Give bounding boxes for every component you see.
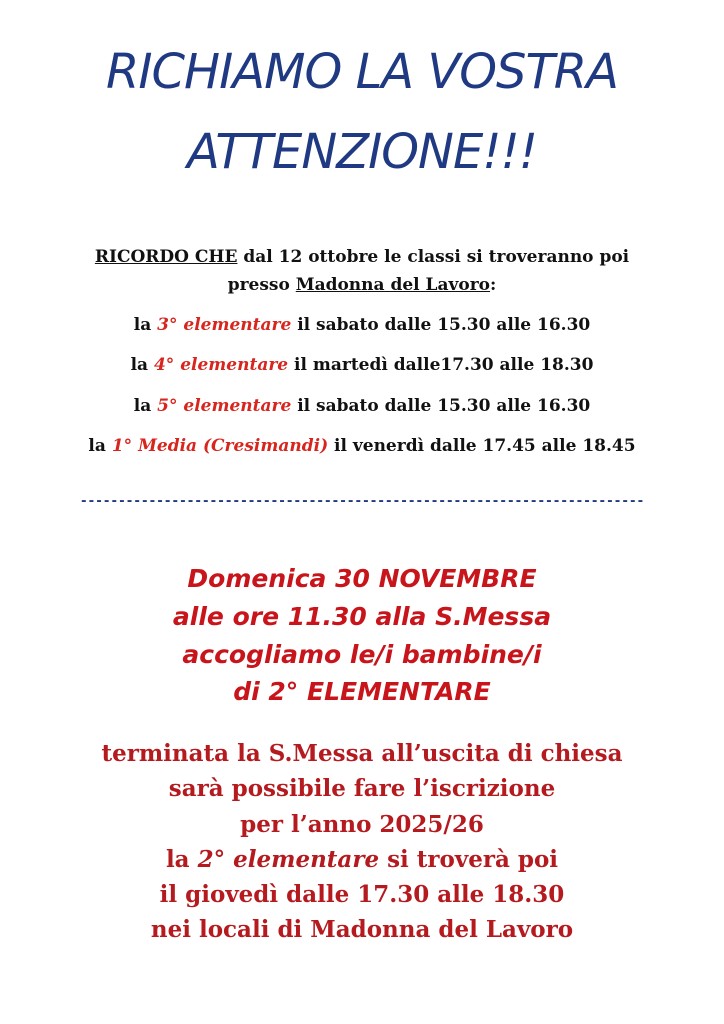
event-line-4: di 2° ELEMENTARE bbox=[233, 677, 491, 706]
notice-text-1: dal 12 ottobre le classi si troveranno poi bbox=[237, 247, 630, 267]
after-line-3: per l’anno 2025/26 bbox=[240, 811, 484, 838]
schedule-class: 1° Media (Cresimandi) bbox=[111, 436, 329, 456]
after-line-4 bbox=[0, 846, 724, 873]
schedule-pre: la bbox=[88, 436, 112, 456]
notice-line-2 bbox=[0, 275, 724, 295]
schedule-class: 3° elementare bbox=[157, 315, 292, 335]
schedule-class: 5° elementare bbox=[157, 396, 292, 416]
notice-text-2-post: : bbox=[490, 275, 497, 295]
after-line-4-post: si troverà poi bbox=[379, 846, 559, 873]
schedule-pre: la bbox=[130, 355, 154, 375]
after-line-5: il giovedì dalle 17.30 alle 18.30 bbox=[159, 881, 565, 908]
schedule-when: il sabato dalle 15.30 alle 16.30 bbox=[291, 315, 591, 335]
dashed-separator: -------------------------------------------------------------------------- bbox=[79, 494, 645, 509]
schedule-row-3-elementare bbox=[0, 315, 724, 335]
schedule-row-4-elementare bbox=[0, 355, 724, 375]
headline-line-2: ATTENZIONE!!! bbox=[187, 124, 537, 180]
after-line-2: sarà possibile fare l’iscrizione bbox=[168, 775, 556, 802]
notice-line-1 bbox=[0, 247, 724, 267]
event-line-1: Domenica 30 NOVEMBRE bbox=[187, 564, 537, 593]
schedule-pre: la bbox=[133, 396, 158, 416]
headline-line-1: RICHIAMO LA VOSTRA bbox=[106, 44, 618, 100]
schedule-when: il martedì dalle17.30 alle 18.30 bbox=[288, 355, 594, 375]
after-line-6: nei locali di Madonna del Lavoro bbox=[150, 916, 574, 943]
after-line-4-pre: la bbox=[165, 846, 198, 873]
notice-lead: RICORDO CHE bbox=[94, 247, 238, 267]
schedule-row-5-elementare bbox=[0, 396, 724, 416]
schedule-pre: la bbox=[133, 315, 158, 335]
after-line-1: terminata la S.Messa all’uscita di chiesa bbox=[101, 740, 623, 767]
notice-text-2-pre: presso bbox=[227, 275, 296, 295]
event-line-3: accogliamo le/i bambine/i bbox=[182, 640, 542, 669]
notice-place: Madonna del Lavoro bbox=[295, 275, 491, 295]
schedule-class: 4° elementare bbox=[153, 355, 289, 375]
schedule-when: il sabato dalle 15.30 alle 16.30 bbox=[291, 396, 591, 416]
schedule-when: il venerdì dalle 17.45 alle 18.45 bbox=[328, 436, 636, 456]
schedule-row-1-media bbox=[0, 436, 724, 456]
event-line-2: alle ore 11.30 alla S.Messa bbox=[172, 602, 552, 631]
after-line-4-class: 2° elementare bbox=[197, 846, 380, 873]
